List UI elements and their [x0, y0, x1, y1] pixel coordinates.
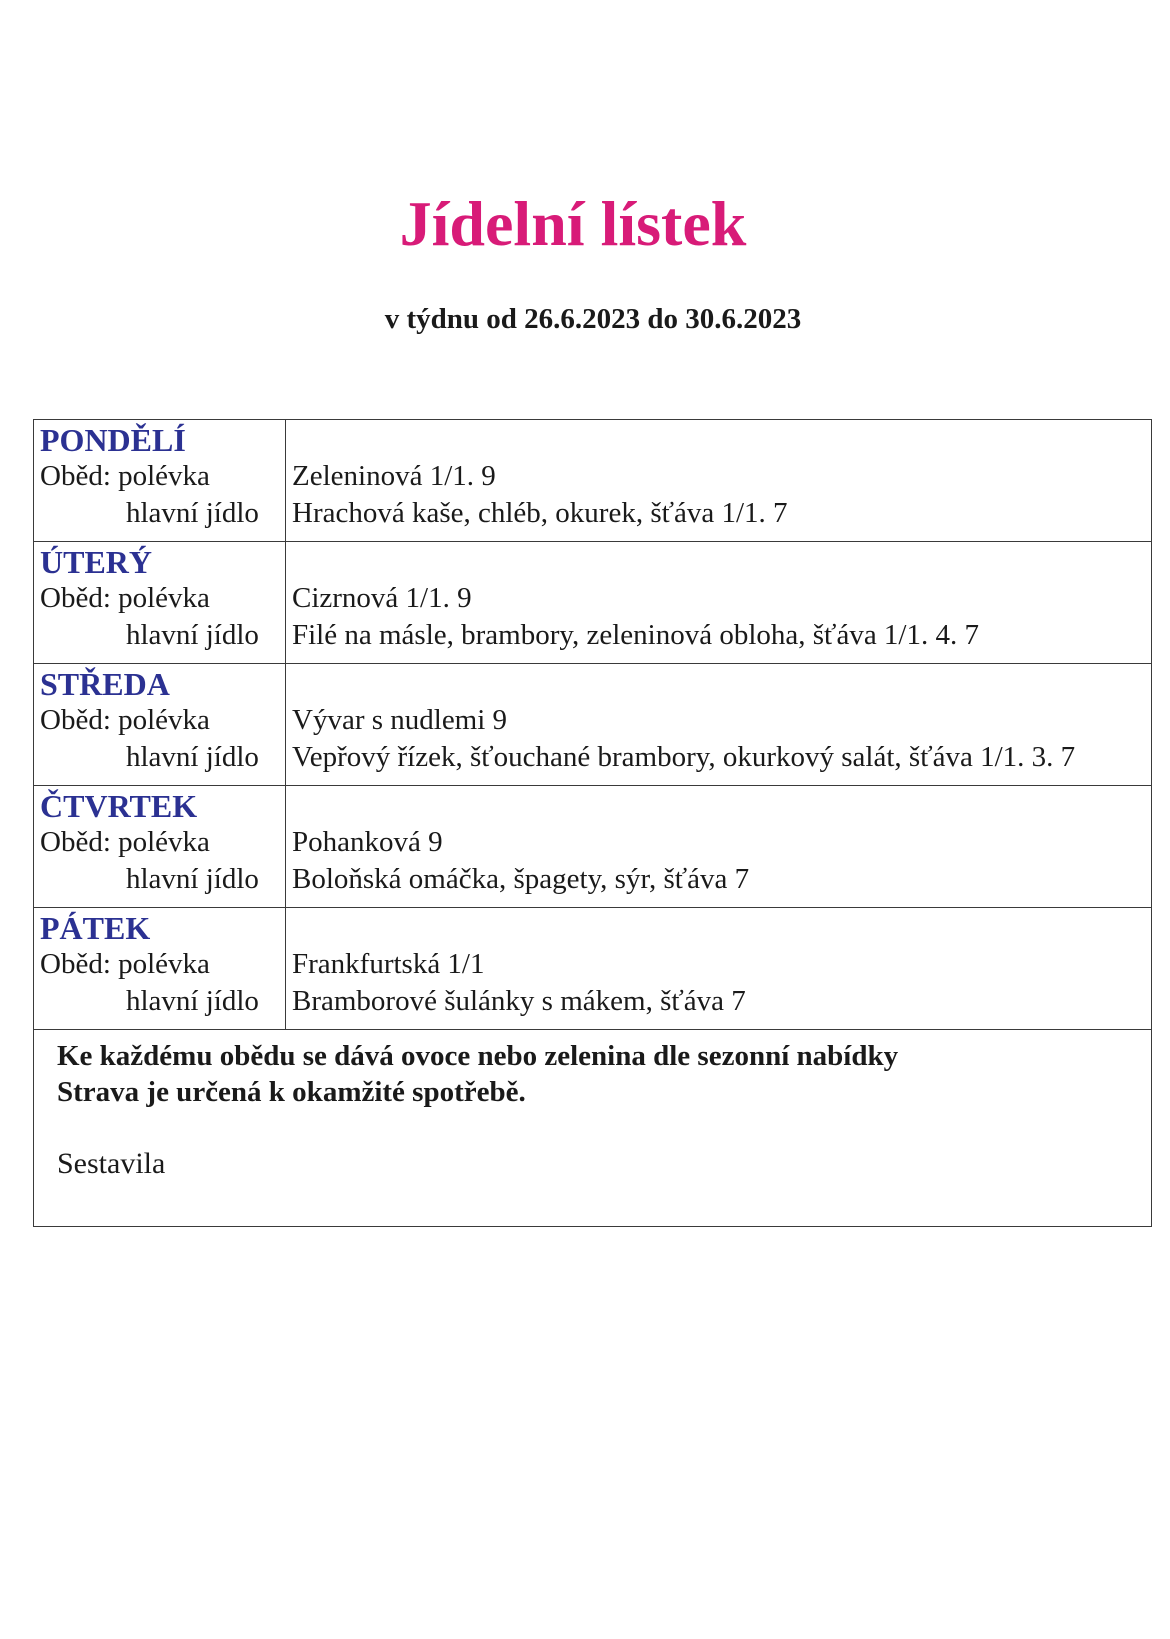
soup-label: Oběd: polévka — [40, 582, 210, 614]
soup-dish: Pohanková 9 — [292, 826, 443, 858]
main-dish: Bramborové šulánky s mákem, šťáva 7 — [292, 985, 746, 1017]
dish-cell — [286, 786, 1151, 907]
footer-cell — [34, 1030, 1151, 1226]
main-dish-label: hlavní jídlo — [126, 863, 259, 895]
day-name: PÁTEK — [40, 910, 151, 946]
signature-label: Sestavila — [57, 1147, 166, 1180]
day-label-cell — [34, 664, 286, 785]
day-row-tuesday — [34, 542, 1151, 664]
main-dish: Hrachová kaše, chléb, okurek, šťáva 1/1. 7 — [292, 497, 788, 529]
day-label-cell — [34, 542, 286, 663]
soup-dish: Vývar s nudlemi 9 — [292, 704, 508, 736]
soup-label: Oběd: polévka — [40, 460, 210, 492]
day-label-cell — [34, 786, 286, 907]
note-consumption: Strava je určená k okamžité spotřebě. — [57, 1076, 526, 1108]
main-dish: Filé na másle, brambory, zeleninová obloha, šťáva 1/1. 4. 7 — [292, 619, 979, 651]
soup-label: Oběd: polévka — [40, 704, 210, 736]
main-dish-label: hlavní jídlo — [126, 619, 259, 651]
main-dish: Vepřový řízek, šťouchané brambory, okurkový salát, šťáva 1/1. 3. 7 — [292, 741, 1076, 773]
main-dish-label: hlavní jídlo — [126, 741, 259, 773]
main-dish-label: hlavní jídlo — [126, 497, 259, 529]
dish-cell — [286, 908, 1151, 1029]
menu-table — [33, 419, 1152, 1227]
soup-dish: Cizrnová 1/1. 9 — [292, 582, 472, 614]
day-name: STŘEDA — [40, 666, 170, 702]
dish-cell — [286, 542, 1151, 663]
soup-dish: Frankfurtská 1/1 — [292, 948, 485, 980]
day-name: ÚTERÝ — [40, 544, 153, 580]
day-row-monday — [34, 420, 1151, 542]
day-row-thursday — [34, 786, 1151, 908]
day-row-wednesday — [34, 664, 1151, 786]
dish-cell — [286, 664, 1151, 785]
soup-label: Oběd: polévka — [40, 948, 210, 980]
note-fruit: Ke každému obědu se dává ovoce nebo zelenina dle sezonní nabídky — [57, 1040, 899, 1072]
dish-cell — [286, 420, 1151, 541]
main-dish: Boloňská omáčka, špagety, sýr, šťáva 7 — [292, 863, 750, 895]
day-label-cell — [34, 908, 286, 1029]
day-name: PONDĚLÍ — [40, 422, 186, 458]
day-label-cell — [34, 420, 286, 541]
soup-dish: Zeleninová 1/1. 9 — [292, 460, 496, 492]
main-dish-label: hlavní jídlo — [126, 985, 259, 1017]
page-title: Jídelní lístek — [399, 188, 747, 259]
day-row-friday — [34, 908, 1151, 1030]
soup-label: Oběd: polévka — [40, 826, 210, 858]
week-range: v týdnu od 26.6.2023 do 30.6.2023 — [384, 303, 802, 335]
day-name: ČTVRTEK — [40, 788, 198, 824]
